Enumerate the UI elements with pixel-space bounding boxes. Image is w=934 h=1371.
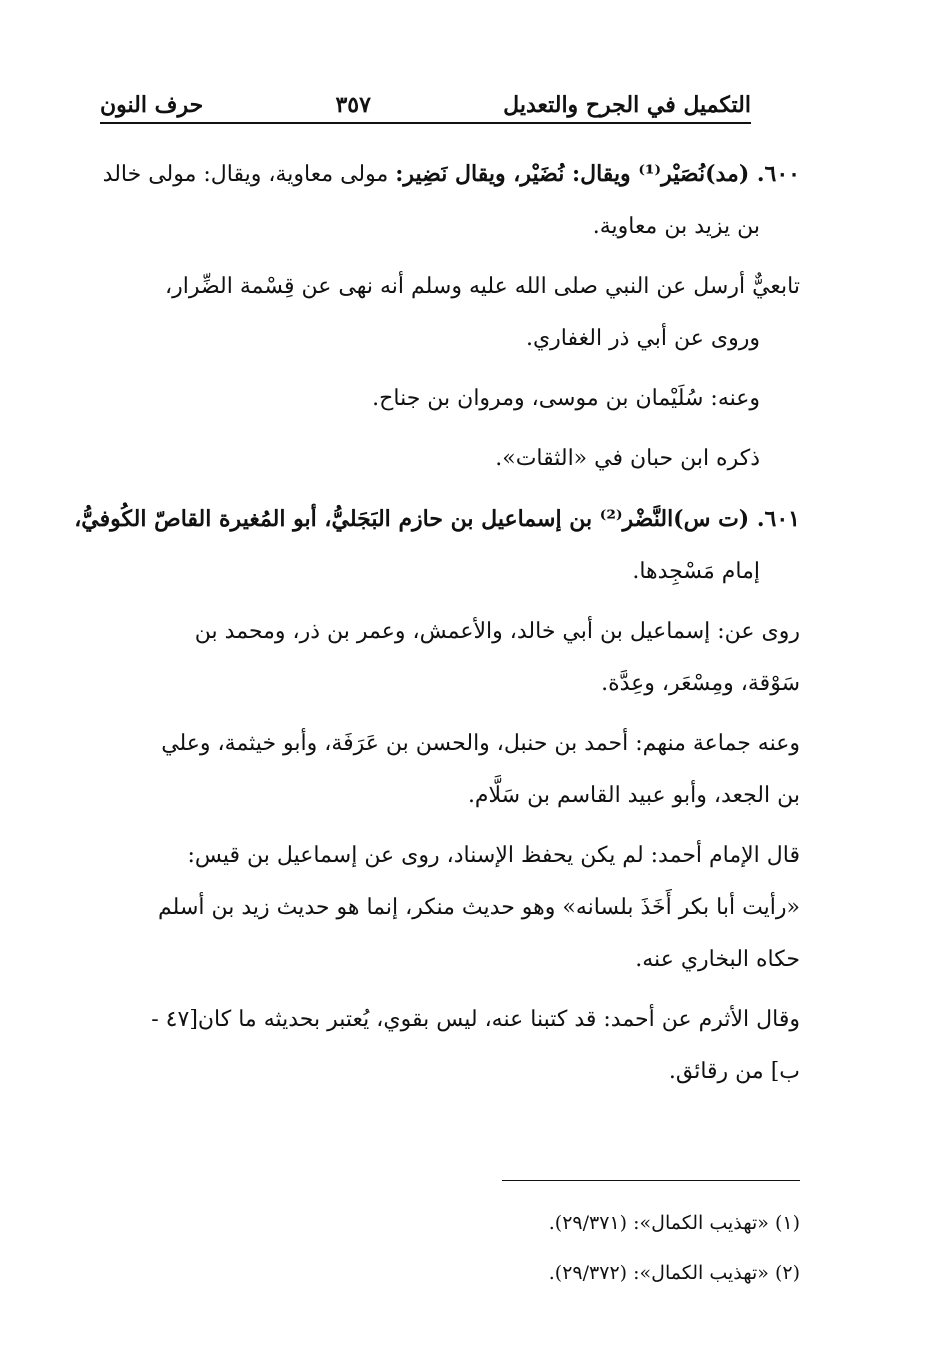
running-header: [100, 78, 751, 124]
entry-601-para-2-line-2: بن الجعد، وأبو عبيد القاسم بن سَلَّام.: [467, 783, 800, 808]
entry-600-first-line: ٦٠٠. (مد)نُصَيْر⁽¹⁾ ويقال: نُضَيْر، ويقال نَضِير: مولى معاوية، ويقال: مولى خالد: [102, 161, 800, 187]
entry-600-para-1-line-1: تابعيٌّ أرسل عن النبي صلى الله عليه وسلم أنه نهى عن قِسْمة الضِّرار،: [164, 274, 800, 299]
entry-601-para-1-line-1: روى عن: إسماعيل بن أبي خالد، والأعمش، وعمر بن ذر، ومحمد بن: [194, 619, 800, 644]
entry-601-para-4-line-1: وقال الأثرم عن أحمد: قد كتبنا عنه، ليس بقوي، يُعتبر بحديثه ما كان[٤٧ -: [151, 1007, 800, 1032]
footnotes: [549, 1198, 800, 1298]
page-number: ٣٥٧: [335, 92, 371, 118]
entry-601-para-3-line-1: قال الإمام أحمد: لم يكن يحفظ الإسناد، روى عن إسماعيل بن قيس:: [187, 843, 800, 868]
entry-600-heading: ٦٠٠. (مد)نُصَيْر⁽¹⁾ ويقال: نُضَيْر، ويقال نَضِير:: [395, 161, 800, 187]
entry-601-para-4-line-2: ب] من رقائق.: [668, 1059, 800, 1084]
entry-601-para-1-line-2: سَوْقة، ومِسْعَر، وعِدَّة.: [601, 671, 800, 696]
footnote-separator: [502, 1180, 800, 1181]
entry-601-para-2-line-1: وعنه جماعة منهم: أحمد بن حنبل، والحسن بن عَرَفَة، وأبو خيثمة، وعلي: [161, 731, 800, 756]
entry-601-heading: ٦٠١. (ت س)النَّضْر⁽²⁾ بن إسماعيل بن حازم البَجَليُّ، أبو المُغيرة القاصّ الكُوفيُّ،: [74, 506, 800, 532]
section-title: حرف النون: [100, 92, 204, 118]
entry-601-para-3-line-2: «رأيت أبا بكر أَخَذَ بلسانه» وهو حديث منكر، إنما هو حديث زيد بن أسلم: [158, 895, 800, 920]
entry-600-second-line: بن يزيد بن معاوية.: [592, 214, 760, 239]
footnote-2: (٢) «تهذيب الكمال»: (٢٩/٣٧٢).: [548, 1262, 800, 1284]
entry-600-para-1-line-2: وروى عن أبي ذر الغفاري.: [525, 326, 760, 351]
entry-601-para-3-line-3: حكاه البخاري عنه.: [635, 947, 800, 972]
entry-601-second-line: إمام مَسْجِدها.: [632, 559, 760, 584]
entry-600-para-2: وعنه: سُلَيْمان بن موسى، ومروان بن جناح.: [372, 386, 760, 411]
entry-600-para-3: ذكره ابن حبان في «الثقات».: [495, 446, 760, 471]
page-body: [66, 148, 800, 1098]
book-title: التكميل في الجرح والتعديل: [503, 92, 751, 118]
footnote-1: (١) «تهذيب الكمال»: (٢٩/٣٧١).: [548, 1212, 800, 1234]
